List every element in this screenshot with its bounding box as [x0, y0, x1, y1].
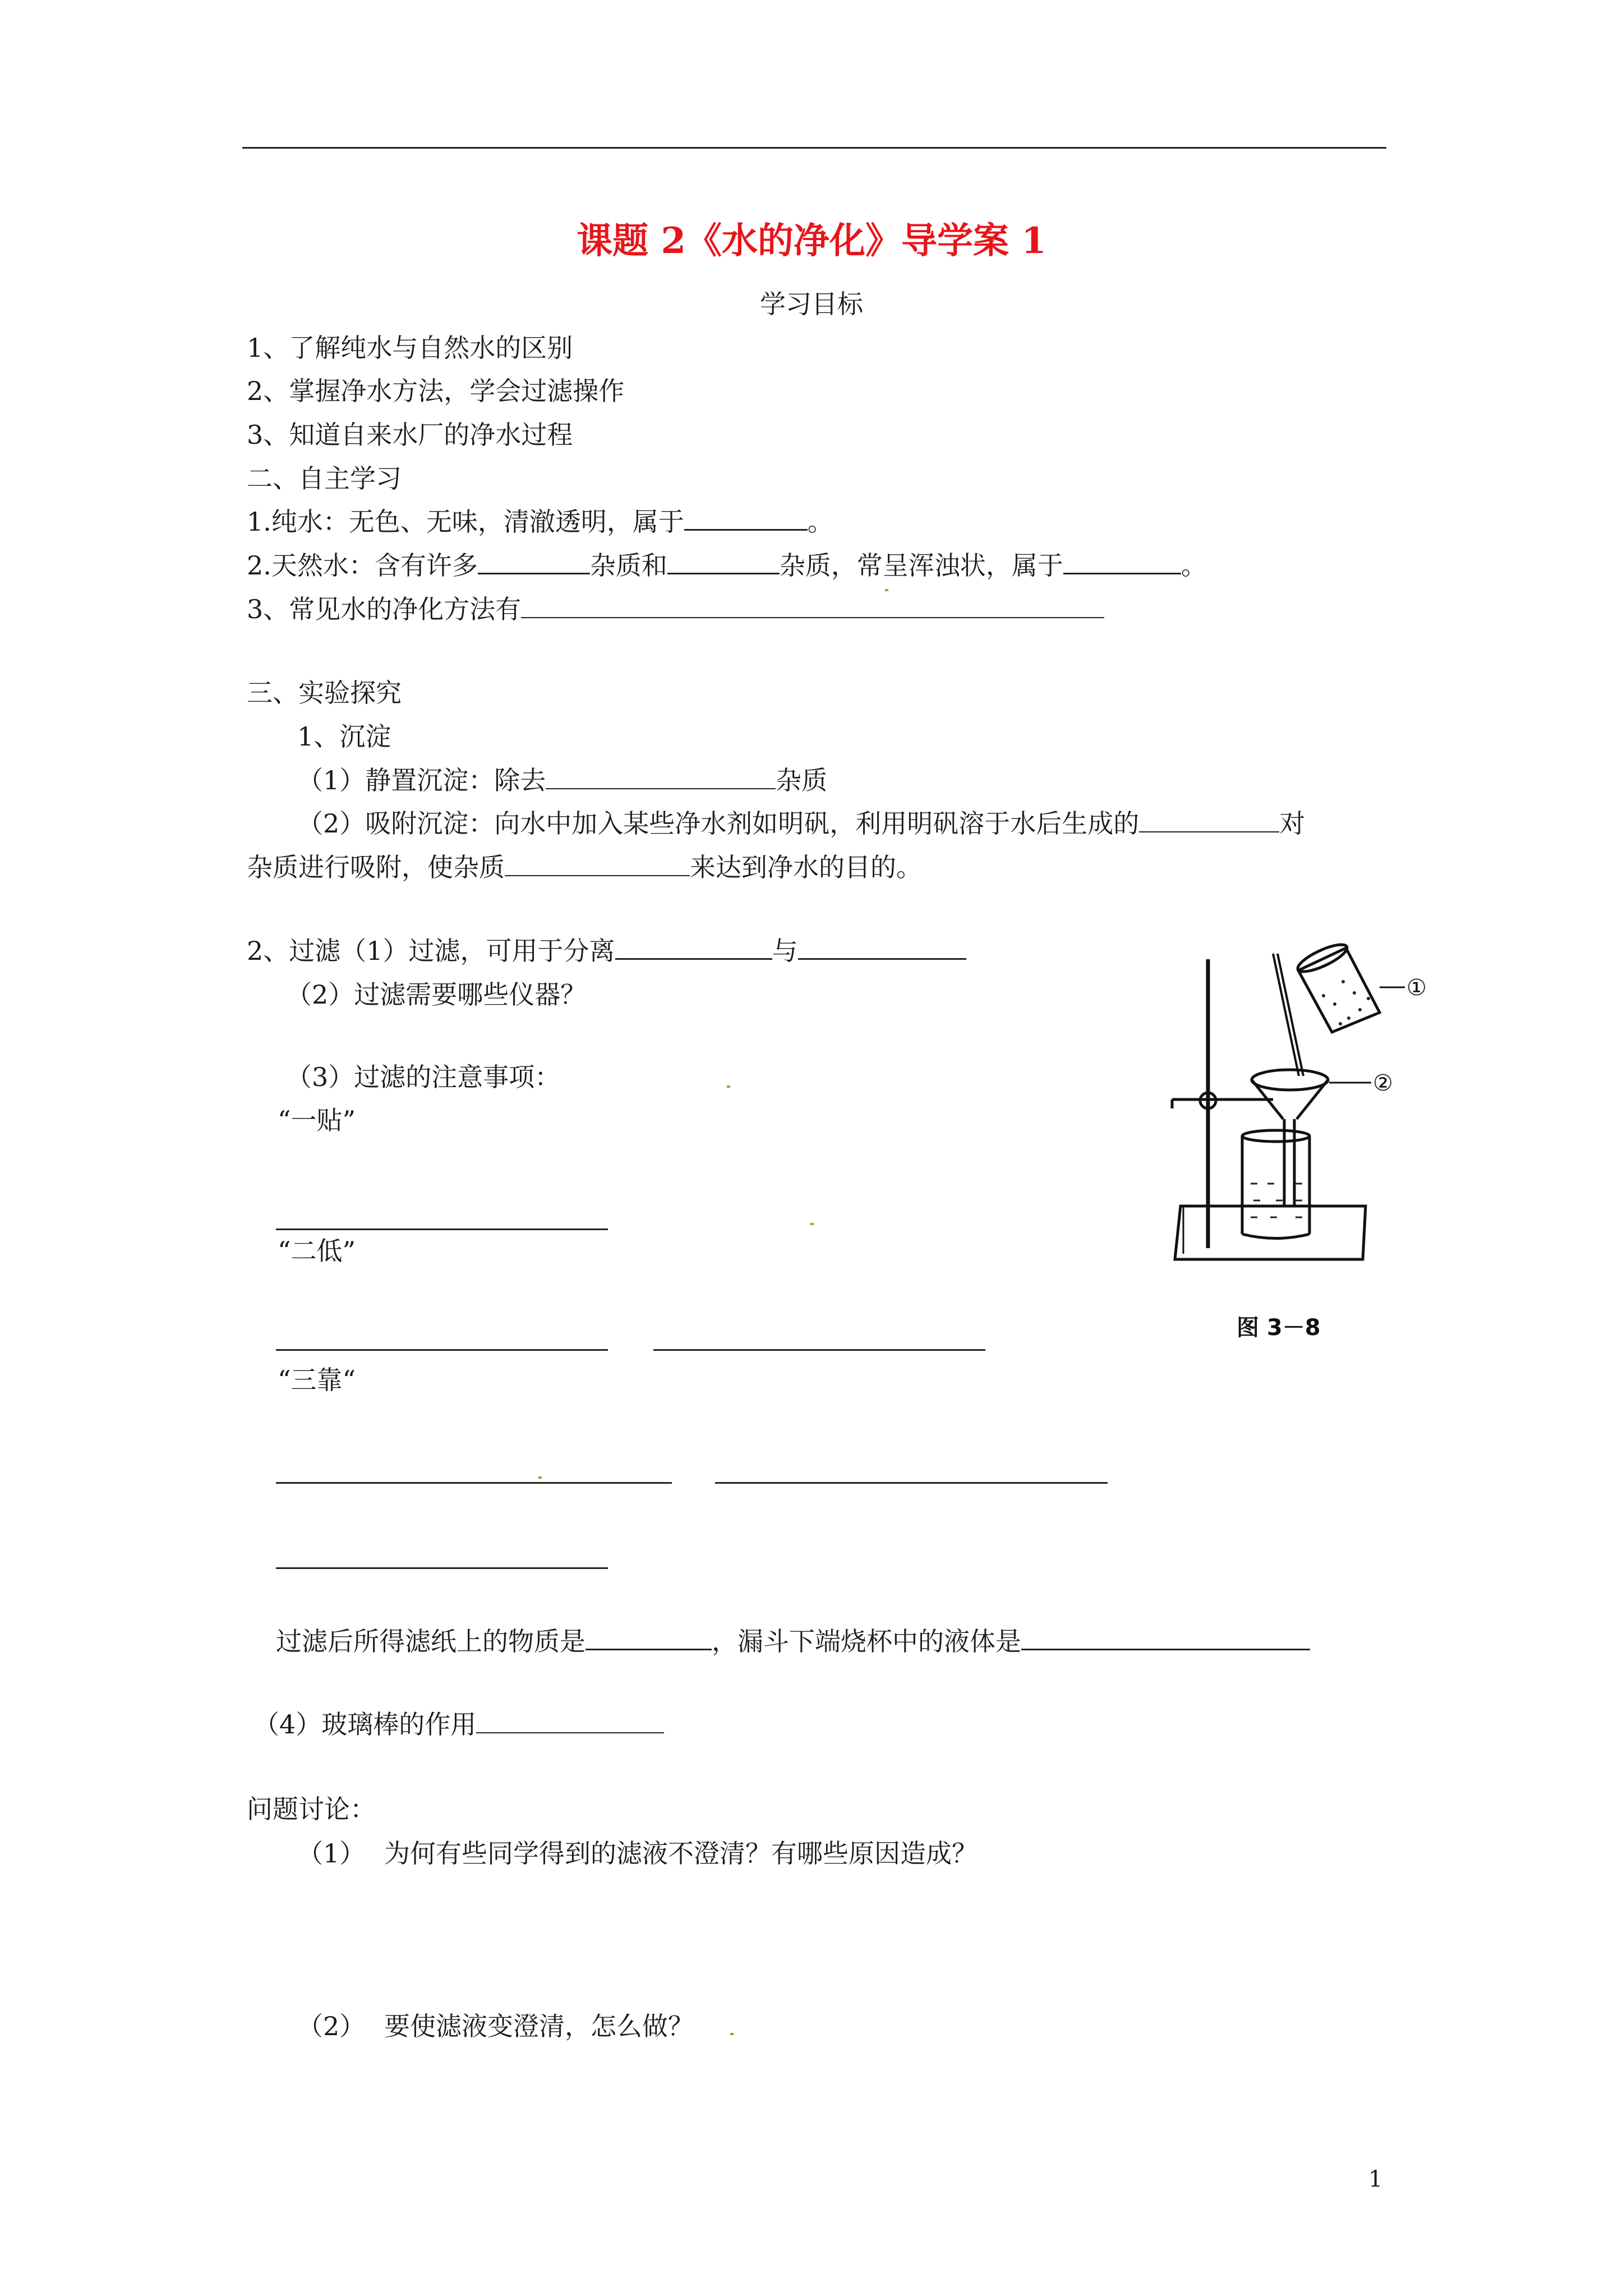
- discussion-q2-num: （2）: [297, 2011, 366, 2041]
- filtration-apparatus-figure: [1155, 942, 1427, 1346]
- yitie-label: “一贴”: [278, 1105, 356, 1135]
- glass-rod-role: （4）玻璃棒的作用: [253, 1708, 664, 1741]
- objective-2: 2、掌握净水方法，学会过滤操作: [247, 376, 625, 406]
- pouring-beaker: [1298, 948, 1380, 1032]
- page-title: 课题 2《水的净化》导学案 1: [577, 220, 1046, 262]
- answer-line[interactable]: [715, 1482, 1108, 1484]
- scan-speck: [810, 1223, 814, 1225]
- discussion-q1: 为何有些同学得到的滤液不澄清？有哪些原因造成？: [384, 1838, 978, 1869]
- answer-blank[interactable]: [521, 593, 1104, 618]
- question-pure-water: 1.纯水：无色、无味，清澈透明，属于 。: [247, 507, 833, 537]
- stand-base: [1175, 1206, 1366, 1259]
- answer-line[interactable]: [276, 1567, 608, 1569]
- answer-blank[interactable]: [478, 549, 590, 574]
- sedimentation-heading: 1、沉淀: [297, 721, 391, 752]
- objective-1: 1、了解纯水与自然水的区别: [247, 333, 573, 363]
- sankao-label: “三靠“: [278, 1365, 356, 1395]
- filtration-instruments: （2）过滤需要哪些仪器？: [286, 979, 587, 1010]
- answer-line[interactable]: [276, 1349, 608, 1351]
- question-purification-methods: 3、常见水的净化方法有: [247, 592, 1104, 626]
- section-2-heading: 二、自主学习: [247, 463, 402, 494]
- answer-blank[interactable]: [476, 1709, 664, 1733]
- answer-line[interactable]: [276, 1482, 672, 1484]
- answer-line[interactable]: [276, 1228, 608, 1230]
- erdi-label: “二低”: [278, 1236, 356, 1266]
- section-3-heading: 三、实验探究: [247, 678, 402, 708]
- discussion-heading: 问题讨论：: [247, 1794, 376, 1824]
- funnel-rim: [1252, 1070, 1328, 1090]
- scan-speck: [885, 589, 888, 591]
- filtration-results: 过滤后所得滤纸上的物质是 ，漏斗下端烧杯中的液体是: [276, 1625, 1310, 1658]
- answer-blank[interactable]: [546, 765, 776, 789]
- question-natural-water: 2.天然水：含有许多 杂质和 杂质，常呈浑浊状，属于 。: [247, 550, 1207, 581]
- adsorption-sedimentation-cont: 杂质进行吸附，使杂质 来达到净水的目的。: [247, 852, 922, 882]
- glass-rod: [1273, 954, 1299, 1076]
- discussion-q2: 要使滤液变澄清，怎么做？: [384, 2011, 694, 2041]
- adsorption-sedimentation: （2）吸附沉淀：向水中加入某些净水剂如明矾，利用明矾溶于水后生成的 对: [297, 808, 1306, 839]
- filtration-notes: （3）过滤的注意事项：: [286, 1062, 561, 1092]
- answer-blank[interactable]: [684, 505, 808, 531]
- answer-blank[interactable]: [505, 852, 690, 876]
- objective-3: 3、知道自来水厂的净水过程: [247, 420, 573, 450]
- answer-blank[interactable]: [585, 1625, 712, 1650]
- page-number: 1: [1368, 2166, 1383, 2192]
- header-rule: [242, 147, 1386, 149]
- answer-blank[interactable]: [1021, 1625, 1310, 1650]
- answer-blank[interactable]: [667, 549, 780, 574]
- scan-speck: [730, 2033, 734, 2035]
- discussion-q1-num: （1）: [297, 1838, 366, 1869]
- figure-caption: 图 3－8: [1237, 1315, 1321, 1341]
- scan-speck: [538, 1476, 542, 1479]
- receiving-beaker-rim: [1242, 1130, 1310, 1142]
- figure-label-1: ①: [1407, 975, 1427, 1001]
- answer-blank[interactable]: [615, 935, 772, 960]
- objectives-heading: 学习目标: [760, 289, 863, 319]
- scan-speck: [727, 1085, 730, 1088]
- answer-blank[interactable]: [1139, 808, 1279, 832]
- figure-label-2: ②: [1373, 1070, 1393, 1096]
- answer-blank[interactable]: [798, 935, 966, 960]
- static-sedimentation: （1）静置沉淀：除去 杂质: [297, 765, 828, 795]
- answer-blank[interactable]: [1063, 549, 1181, 574]
- answer-line[interactable]: [653, 1349, 985, 1351]
- filtration-separate: 2、过滤（1）过滤，可用于分离 与: [247, 934, 966, 968]
